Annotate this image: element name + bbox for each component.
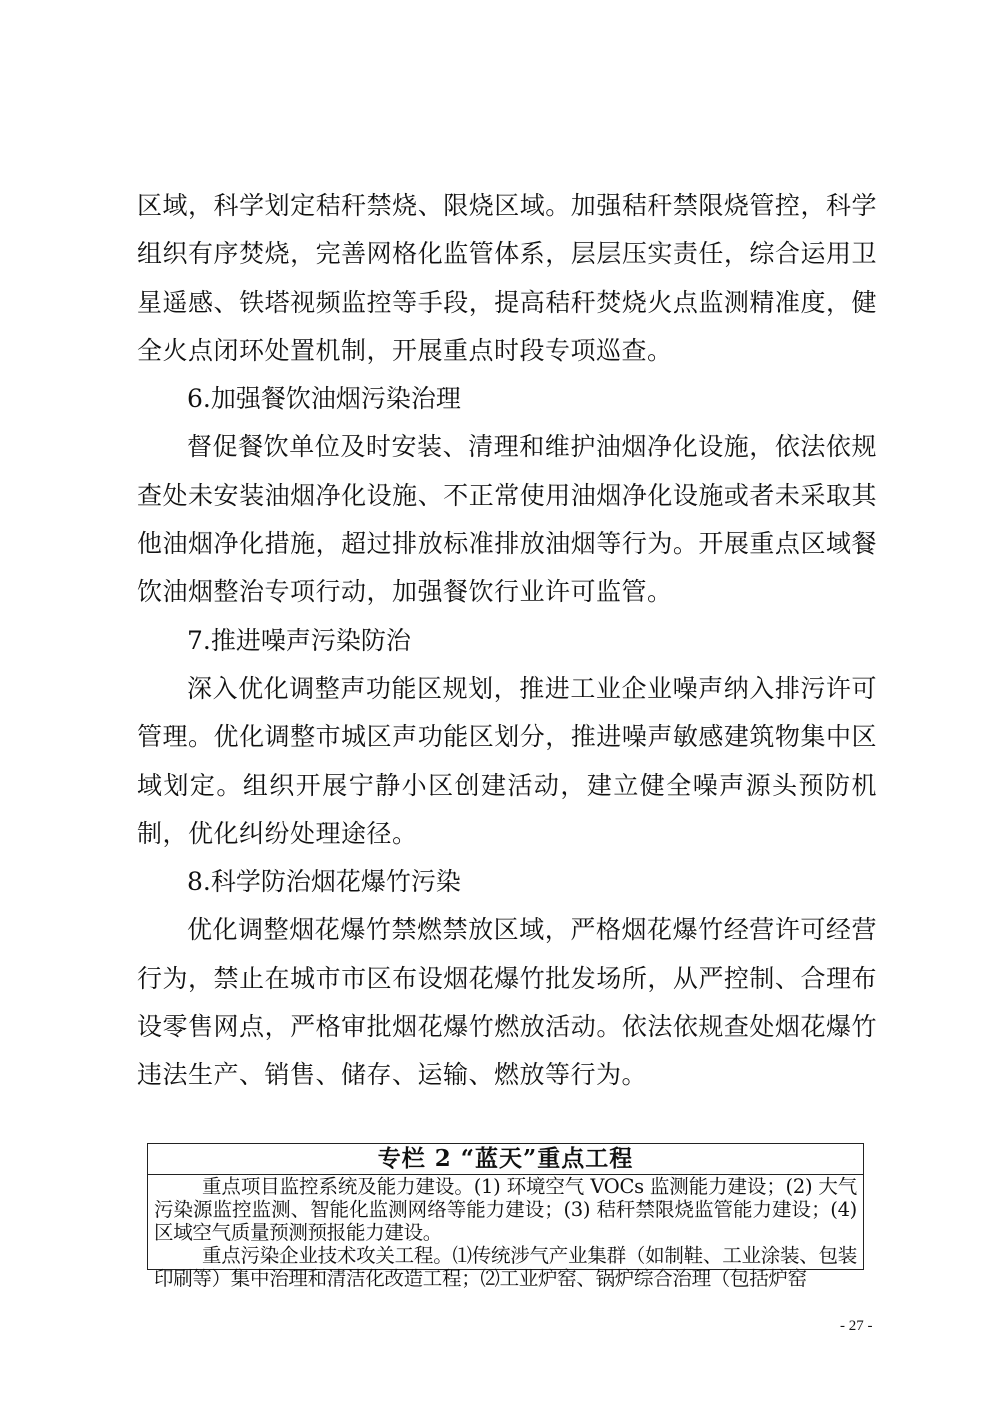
paragraph-straw-burning: 区域，科学划定秸秆禁烧、限烧区域。加强秸秆禁限烧管控，科学组织有序焚烧，完善网格化监管体系，层层压实责任，综合运用卫星遥感、铁塔视频监控等手段，提高秸秆焚烧火点监测精准度，健全火点闭环处置机制，开展重点时段专项巡查。 [137, 191, 877, 365]
box-paragraph-monitoring: 重点项目监控系统及能力建设。(1) 环境空气 VOCs 监测能力建设；(2) 大气污染源监控监测、智能化监测网络等能力建设；(3) 秸秆禁限烧监管能力建设；(4) 区域空气质量预测预报能力建设。 [154, 1175, 857, 1244]
paragraph-noise-pollution: 深入优化调整声功能区规划，推进工业企业噪声纳入排污许可管理。优化调整市城区声功能区划分，推进噪声敏感建筑物集中区域划定。组织开展宁静小区创建活动，建立健全噪声源头预防机制，优化纠纷处理途径。 [137, 673, 877, 848]
body-text [137, 182, 877, 1100]
paragraph-catering-fumes: 督促餐饮单位及时安装、清理和维护油烟净化设施，依法依规查处未安装油烟净化设施、不正常使用油烟净化设施或者未采取其他油烟净化措施，超过排放标准排放油烟等行为。开展重点区域餐饮油烟整治专项行动，加强餐饮行业许可监管。 [137, 432, 877, 607]
box-content [148, 1175, 863, 1290]
box-title: 专栏 2 “蓝天”重点工程 [148, 1144, 863, 1175]
heading-fireworks: 8.科学防治烟花爆竹污染 [187, 867, 461, 897]
box-paragraph-enterprise: 重点污染企业技术攻关工程。⑴传统涉气产业集群（如制鞋、工业涂装、包装印刷等）集中治理和清洁化改造工程；⑵工业炉窑、锅炉综合治理（包括炉窑 [154, 1244, 857, 1290]
paragraph-fireworks: 优化调整烟花爆竹禁燃禁放区域，严格烟花爆竹经营许可经营行为，禁止在城市市区布设烟花爆竹批发场所，从严控制、合理布设零售网点，严格审批烟花爆竹燃放活动。依法依规查处烟花爆竹违法生产、销售、储存、运输、燃放等行为。 [137, 915, 877, 1090]
heading-noise-pollution: 7.推进噪声污染防治 [187, 625, 411, 655]
sidebar-box-blue-sky [147, 1143, 864, 1290]
page-number: - 27 - [840, 1318, 873, 1334]
heading-catering-fumes: 6.加强餐饮油烟污染治理 [187, 384, 461, 414]
